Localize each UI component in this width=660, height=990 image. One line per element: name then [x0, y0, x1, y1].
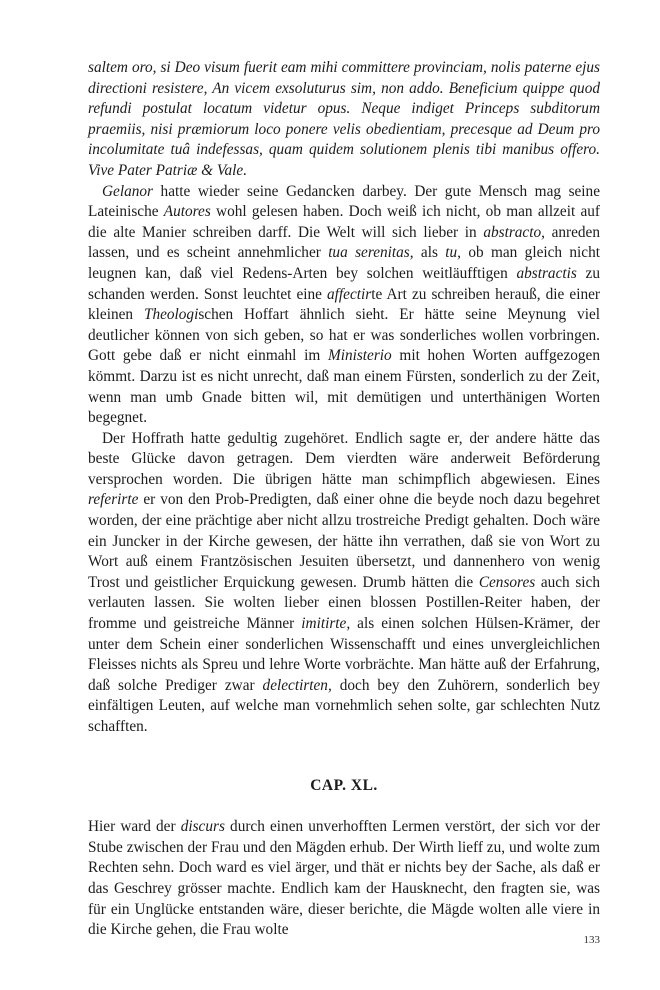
italic-term: affectir	[327, 285, 372, 303]
paragraph-hoffrath	[88, 429, 600, 738]
italic-term: referirte	[88, 491, 139, 509]
italic-term: Autores	[163, 203, 211, 221]
italic-term: imitirte,	[301, 615, 351, 633]
text-run: als einen solchen Hülsen-Krämer, der unter dem Schein einer sonderlichen Wissenschafft und eines unvergleichlichen Fleisses nichts als Spreu und lehre Worte vorbrächte. Man hätte auß der Erfahrung, daß solche Prediger zwar	[88, 615, 600, 694]
italic-term: delectirten,	[262, 676, 332, 694]
text-run: als	[413, 244, 446, 262]
page-number: 133	[583, 934, 600, 946]
italic-term: abstracto,	[483, 223, 545, 241]
text-run: Der Hoffrath hatte gedultig zugehöret. Endlich sagte er, der andere hätte das beste Glücke davon getragen. Dem vierdten wäre anderweit Beförderung versprochen worden. Die übrigen hätte man schimpflich abgewiesen. Eines	[88, 429, 600, 488]
paragraph-latin-letter: saltem oro, si Deo visum fuerit eam mihi committere provinciam, nolis paterne ejus directioni resistere, An vicem exsoluturus sim, non addo. Beneficium quippe quod refundi postulat locatum videtur opus. Neque indiget Princeps subditorum praemiis, nisi præmiorum loco ponere velis obedientiam, precesque ad Deum pro incolumitate tuâ indefessas, quam quidem solutionem plenis tibi manibus offero. Vive Pater Patriæ & Vale.	[88, 59, 600, 179]
italic-term: Ministerio	[327, 347, 392, 365]
text-run: schen Hoffart ähnlich sieht. Er hätte seine Meynung viel deutlicher können von sich geben, so hat er was sonderliches wollen vorbringen. Gott gebe daß er nicht einmahl im	[88, 306, 600, 365]
text-run: Hier ward der	[88, 818, 181, 836]
text-run: anreden lassen, und es scheint annehmlicher	[88, 223, 601, 262]
italic-term: tua serenitas,	[328, 244, 414, 262]
italic-term: Gelanor	[102, 182, 153, 200]
paragraph-chapter-40	[88, 817, 600, 941]
text-run: er von den Prob-Predigten, daß einer ohne die beyde noch dazu begehret worden, der eine prächtige aber nicht allzu trostreiche Predigt gehalten. Doch wäre ein Juncker in der Kirche gewesen, der hätte ihn verrathen, daß sie von Wort zu Wort auß einem Frantzösischen Jesuiten übersetzt, und dannenhero von wenig Trost und geistlicher Erquickung gewesen. Drumb hätten die	[88, 491, 600, 591]
chapter-heading: CAP. XL.	[310, 776, 378, 794]
text-run: wohl gelesen haben. Doch weiß ich nicht, ob man allzeit auf die alte Manier schreiben darff. Die Welt will sich lieber in	[88, 203, 600, 241]
text-run: auch sich verlauten lassen. Sie wolten lieber einen blossen Postillen-Reiter haben, der fromme und geistreiche Männer	[88, 573, 600, 633]
italic-term: tu,	[445, 244, 461, 262]
text-run: zu schanden werden. Sonst leuchtet eine	[88, 264, 600, 303]
italic-term: Censores	[478, 573, 536, 591]
page-body	[88, 58, 600, 941]
text-run: te Art zu schreiben herauß, die einer kleinen	[88, 285, 600, 324]
text-run: doch bey den Zuhörern, sonderlich bey einfältigen Leuten, auf welche man vornehmlich sehen solte, gar schlechten Nutz schafften.	[88, 676, 600, 735]
text-run: ob man gleich nicht leugnen kan, daß viel Redens-Arten bey solchen weitläufftigen	[88, 244, 600, 282]
italic-term: discurs	[180, 818, 225, 836]
text-run: durch einen unverhofften Lermen verstört, der sich vor der Stube zwischen der Frau und den Mägden erhub. Der Wirth lieff zu, und wolte zum Rechten sehn. Doch ward es viel ärger, und thät er nichts bey der Sache, als daß er das Geschrey grösser machte. Endlich kam der Hausknecht, den fragten sie, was für ein Unglücke entstanden wäre, dieser berichte, die Mägde wolten alle viere in die Kirche gehen, die Frau wolte	[88, 818, 601, 939]
italic-term: abstractis	[516, 264, 577, 282]
text-run: mit hohen Worten auffgezogen kömmt. Darzu ist es nicht unrecht, daß man einem Fürsten, sonderlich zu der Zeit, wenn man umb Gnade bitten wil, mit demütigen und unterthänigen Worten begegnet.	[88, 347, 600, 427]
text-run: hatte wieder seine Gedancken darbey. Der gute Mensch mag seine Lateinische	[88, 182, 600, 221]
paragraph-gelanor	[88, 182, 600, 429]
italic-term: Theologi	[143, 306, 199, 324]
